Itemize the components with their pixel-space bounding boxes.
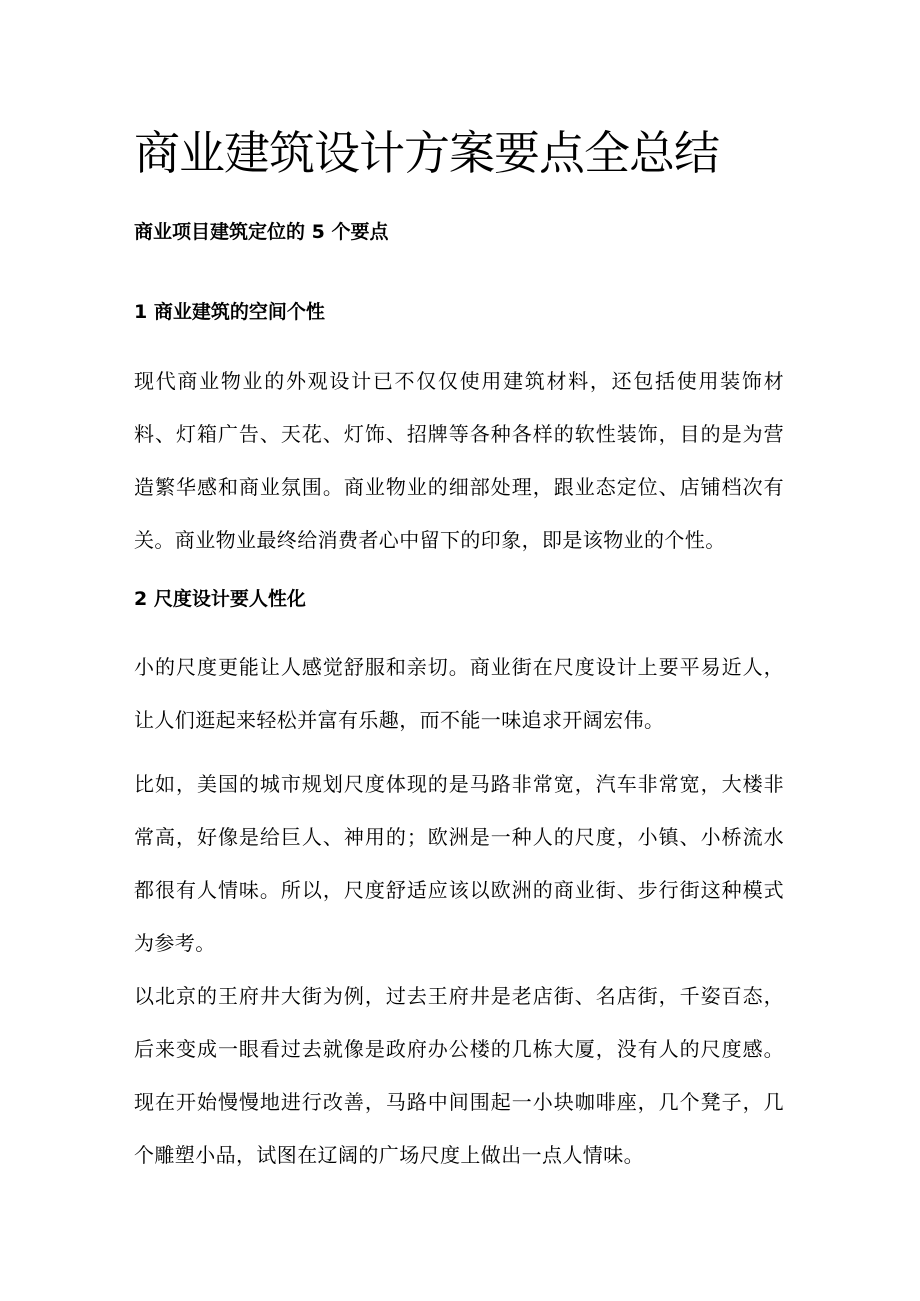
paragraph-scale-comfort: 小的尺度更能让人感觉舒服和亲切。商业街在尺度设计上要平易近人，让人们逛起来轻松并富有乐趣，而不能一味追求开阔宏伟。 (134, 655, 784, 732)
document-title: 商业建筑设计方案要点全总结 (134, 126, 719, 180)
section-heading-human-scale: 2 尺度设计要人性化 (134, 588, 306, 610)
paragraph-usa-europe-comparison: 比如，美国的城市规划尺度体现的是马路非常宽，汽车非常宽，大楼非常高，好像是给巨人、神用的；欧洲是一种人的尺度，小镇、小桥流水都很有人情味。所以，尺度舒适应该以欧洲的商业街、步行街这种模式为参考。 (134, 772, 784, 955)
section-heading-space-personality: 1 商业建筑的空间个性 (134, 301, 325, 323)
document-subtitle: 商业项目建筑定位的 5 个要点 (134, 221, 389, 243)
paragraph-space-personality: 现代商业物业的外观设计已不仅仅使用建筑材料，还包括使用装饰材料、灯箱广告、天花、灯饰、招牌等各种各样的软性装饰，目的是为营造繁华感和商业氛围。商业物业的细部处理，跟业态定位、店铺档次有关。商业物业最终给消费者心中留下的印象，即是该物业的个性。 (134, 369, 784, 552)
paragraph-wangfujing-example: 以北京的王府井大街为例，过去王府井是老店街、名店街，千姿百态，后来变成一眼看过去就像是政府办公楼的几栋大厦，没有人的尺度感。现在开始慢慢地进行改善，马路中间围起一小块咖啡座，几个凳子，几个雕塑小品，试图在辽阔的广场尺度上做出一点人情味。 (134, 984, 784, 1167)
